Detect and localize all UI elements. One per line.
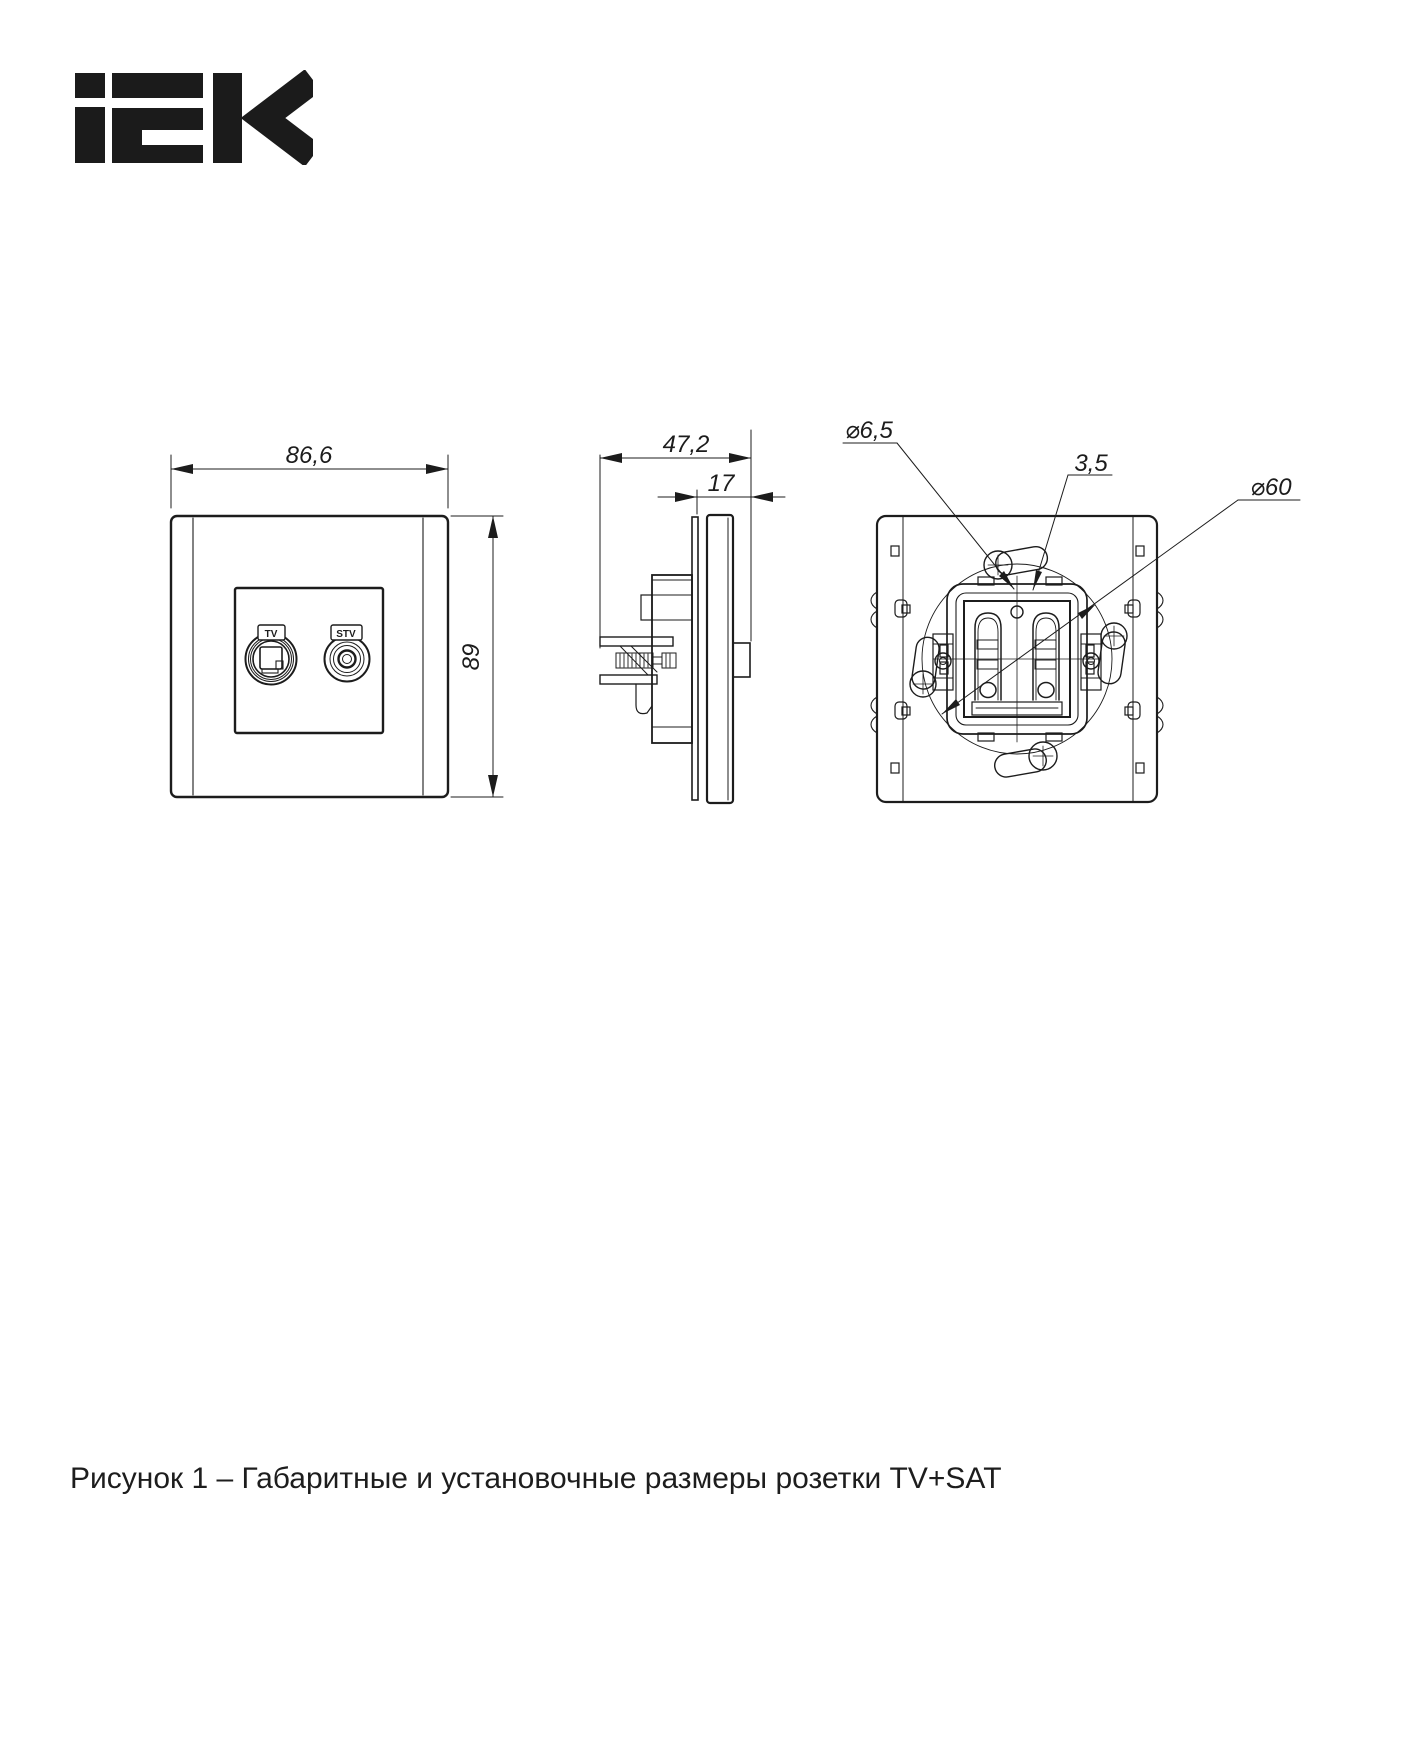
back-connector-slot-right <box>1033 613 1059 700</box>
side-view <box>600 430 785 803</box>
sat-connector <box>325 637 370 682</box>
tv-label: TV <box>264 629 278 640</box>
side-plate <box>707 515 733 803</box>
side-support <box>692 517 698 800</box>
leader-box-dia <box>942 500 1300 714</box>
sat-label: STV <box>336 629 356 640</box>
side-housing <box>641 575 692 743</box>
leader-claw-thickness <box>1033 475 1112 590</box>
front-plate <box>171 516 448 797</box>
side-claw-flanges <box>600 637 673 714</box>
dim-side-front-depth-label: 17 <box>707 470 735 497</box>
back-claw-bottom <box>993 742 1057 779</box>
leader-claw-thickness-label: 3,5 <box>1074 450 1108 477</box>
dim-side-depth-label: 47,2 <box>662 431 710 458</box>
back-view <box>843 417 1300 802</box>
leader-screw-hole-dia-label: ⌀6,5 <box>845 417 893 444</box>
back-claw-left <box>910 636 941 697</box>
dim-front-width-label: 86,6 <box>285 442 333 469</box>
leader-box-dia-label: ⌀60 <box>1250 474 1292 501</box>
dim-front-height-label: 89 <box>458 643 485 671</box>
side-connector-nose <box>733 643 750 677</box>
front-view <box>171 442 503 797</box>
front-plate-bevel-lines <box>193 518 423 795</box>
figure-caption: Рисунок 1 – Габаритные и установочные размеры розетки TV+SAT <box>70 1462 1002 1495</box>
tv-connector <box>246 634 297 685</box>
